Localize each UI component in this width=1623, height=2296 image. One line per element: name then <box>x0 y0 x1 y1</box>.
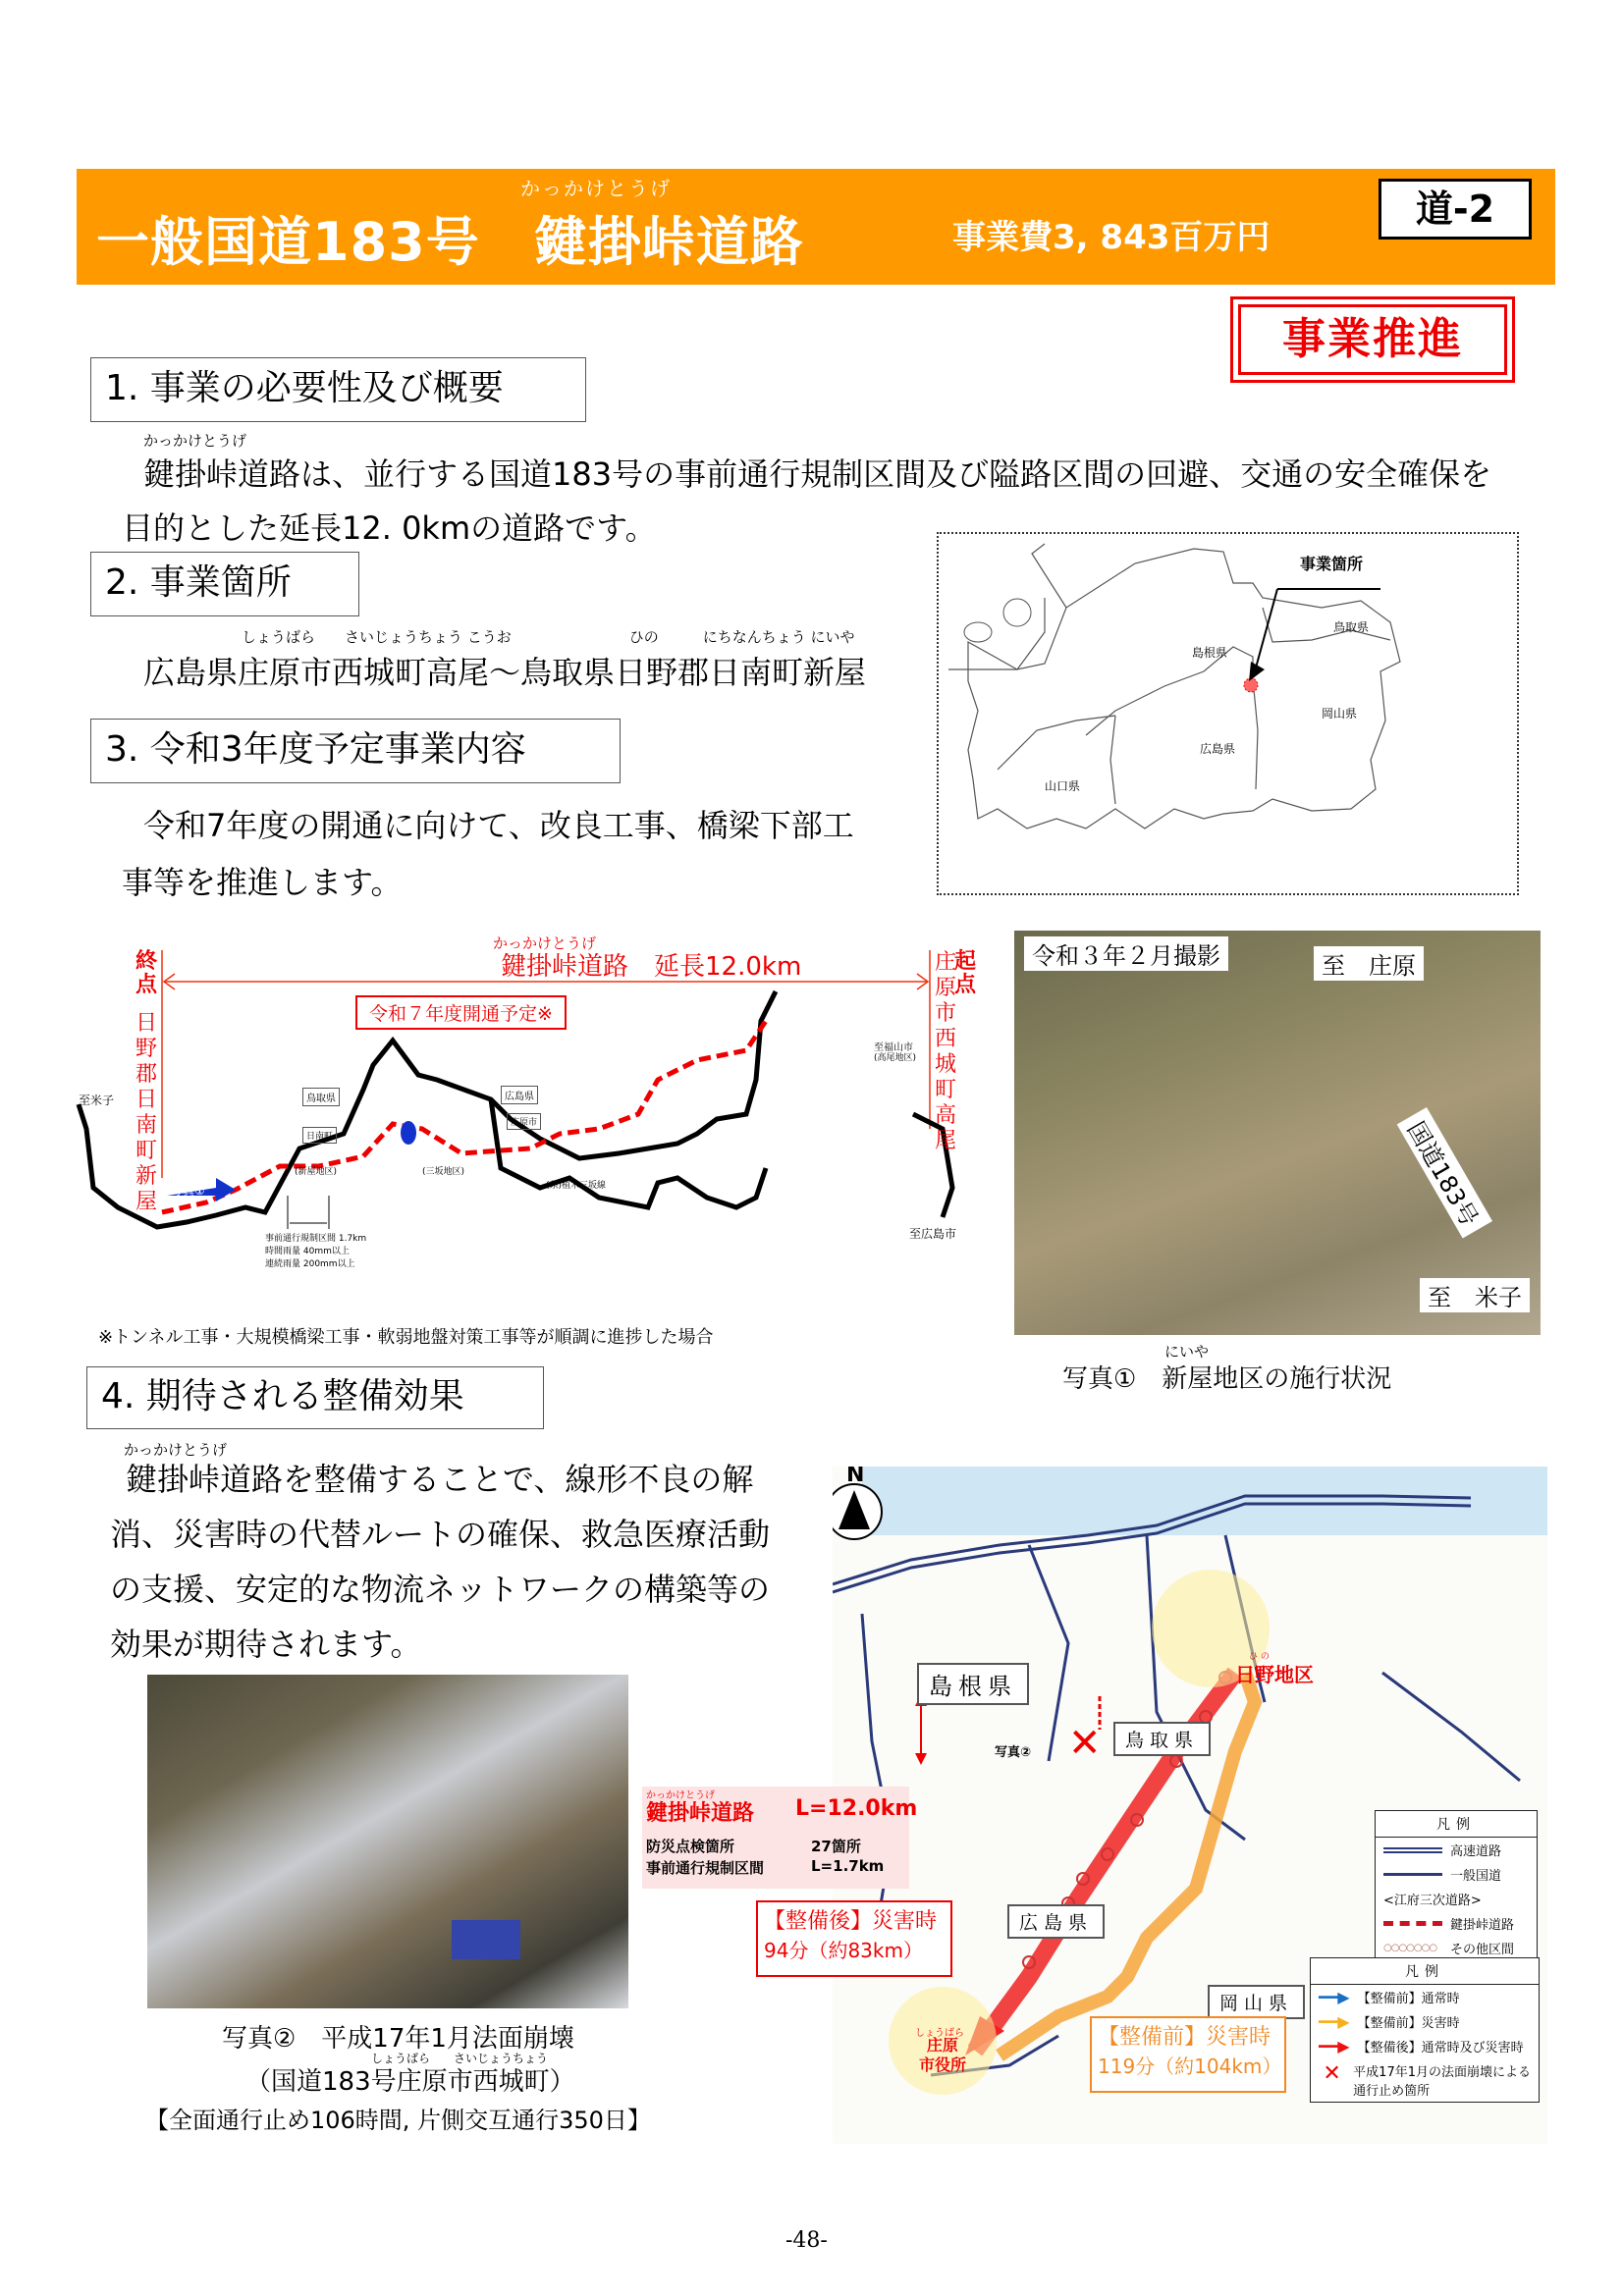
section-1-line-1: 鍵掛峠道路は、並行する国道183号の事前通行規制区間及び隘路区間の回避、交通の安全確保を <box>143 455 1492 493</box>
label-shobara: 庄原市 <box>507 1113 541 1130</box>
restriction-info <box>265 1233 366 1271</box>
start-point-place: 庄原市西城町高尾 <box>935 950 957 1153</box>
route-title: 鍵掛峠道路 延長12.0km <box>501 952 802 982</box>
label-niiya: (新屋地区) <box>295 1167 338 1177</box>
page-title: 一般国道183号 鍵掛峠道路 <box>96 211 804 273</box>
restrict-value: L=1.7km <box>811 1857 885 1875</box>
location-callout: 事業箇所 <box>1300 555 1364 573</box>
cross-icon: ✕ <box>1323 2061 1341 2086</box>
pref-label-okayama: 岡山県 <box>1322 707 1358 721</box>
label-misaka: (三坂地区) <box>422 1167 465 1177</box>
legend-roads <box>1375 1810 1538 1961</box>
hino-district: 日野地区 <box>1235 1663 1314 1686</box>
inspect-value: 27箇所 <box>811 1838 861 1855</box>
label-tottori-pref: 鳥取県 <box>302 1088 340 1106</box>
photo1-route-label: 国道183号 <box>1397 1107 1492 1238</box>
section-1-line-2: 目的とした延長12. 0kmの道路です。 <box>122 509 657 547</box>
status-badge-label: 事業推進 <box>1238 304 1507 375</box>
before-callout <box>1090 2016 1286 2093</box>
pref-label-tottori: 鳥取県 <box>1333 620 1370 634</box>
label-to-hiroshima: 至広島市 <box>909 1227 957 1241</box>
before-title: 【整備前】災害時 <box>1098 2025 1271 2050</box>
label-nichinan: 日南町 <box>302 1127 337 1144</box>
yellow-arrow-icon: ━━▶ <box>1319 2012 1350 2031</box>
pref-tottori: 鳥取県 <box>1113 1722 1211 1756</box>
pref-label-shimane: 島根県 <box>1192 646 1228 660</box>
svg-text:✕: ✕ <box>1068 1721 1102 1766</box>
section-4-line-3: の支援、安定的な物流ネットワークの構築等の <box>110 1571 771 1608</box>
shobara-line-1: 庄原 <box>927 2036 959 2055</box>
excavator-shape <box>452 1920 520 1959</box>
pref-label-hiroshima: 広島県 <box>1200 742 1236 756</box>
opening-schedule: 令和７年度開通予定※ <box>355 995 567 1030</box>
section-4-ruby: かっかけとうげ <box>124 1441 228 1459</box>
label-to-fukuyama: 至福山市 <box>874 1042 913 1053</box>
photo2-caption-3: 【全面通行止め106時間, 片側交互通行350日】 <box>145 2107 651 2134</box>
pref-okayama: 岡山県 <box>1208 1985 1305 2019</box>
hino-ruby: ひ の <box>1249 1652 1270 1662</box>
inspect-label: 防災点検箇所 <box>646 1838 735 1855</box>
photo1-to-yonago: 至 米子 <box>1420 1278 1530 1312</box>
pref-shimane: 島根県 <box>917 1663 1029 1705</box>
red-arrow-icon: ━━▶ <box>1319 2037 1350 2056</box>
photo2-map-label: 写真② <box>995 1745 1032 1760</box>
restriction-line-3: 連続雨量 200mm以上 <box>265 1259 355 1269</box>
restriction-line-1: 事前通行規制区間 1.7km <box>265 1234 367 1244</box>
legend-before-normal: ━━▶ 【整備前】通常時 <box>1319 1988 1460 2006</box>
shobara-line-2: 市役所 <box>919 2056 967 2074</box>
route-title-ruby: かっかけとうげ <box>493 934 597 952</box>
legend-closure: ✕ 平成17年1月の法面崩壊による 通行止め箇所 <box>1311 2058 1539 2102</box>
legend-routes-title: 凡例 <box>1311 1958 1539 1985</box>
location-map <box>937 532 1519 895</box>
section-4-line-4: 効果が期待されます。 <box>110 1626 422 1663</box>
chugoku-region-outline <box>939 534 1517 893</box>
label-to-yonago: 至米子 <box>79 1094 115 1107</box>
section-3-line-2: 事等を推進します。 <box>122 864 403 901</box>
section-3-heading: 3. 令和3年度予定事業内容 <box>90 719 621 783</box>
project-code: 道-2 <box>1379 179 1532 240</box>
end-point-label: 終点 <box>135 949 158 997</box>
photo1-to-shobara: 至 庄原 <box>1314 946 1424 981</box>
photo-1-aerial <box>1014 931 1541 1335</box>
restrict-label: 事前通行規制区間 <box>646 1859 765 1877</box>
photo1-date: 令和３年２月撮影 <box>1024 936 1228 971</box>
route-footnote: ※トンネル工事・大規模橋梁工事・軟弱地盤対策工事等が順調に進捗した場合 <box>98 1327 714 1348</box>
road-info-ruby: かっかけとうげ <box>646 1790 715 1801</box>
end-point-place: 日野郡日南町新屋 <box>135 1011 158 1214</box>
route-map <box>69 933 1011 1276</box>
legend-item-kakkake: 鍵掛峠道路 <box>1376 1911 1537 1936</box>
legend-after: ━━▶ 【整備後】通常時及び災害時 <box>1319 2037 1524 2056</box>
label-hiroshima-pref: 広島県 <box>501 1086 538 1104</box>
after-value: 94分（約83km） <box>764 1939 923 1962</box>
pref-hiroshima: 広島県 <box>1007 1904 1105 1939</box>
after-callout <box>756 1900 952 1977</box>
legend-item-national-road: 一般国道 <box>1376 1862 1537 1887</box>
photo2-caption-ruby: しょうばら さいじょうちょう <box>371 2052 549 2065</box>
legend-before-disaster: ━━▶ 【整備前】災害時 <box>1319 2012 1460 2031</box>
legend-item-expressway: 高速道路 <box>1376 1838 1537 1862</box>
page-number: -48- <box>785 2228 828 2253</box>
label-takao: (高尾地区) <box>874 1053 917 1063</box>
start-point-label: 起点 <box>954 949 977 997</box>
photo1-caption: 写真① 新屋地区の施行状況 <box>1062 1364 1392 1394</box>
section-4-heading: 4. 期待される整備効果 <box>86 1366 544 1429</box>
shobara-ruby: しょうばら <box>915 2028 964 2039</box>
photo2-caption-2: （国道183号庄原市西城町） <box>245 2067 575 2097</box>
label-pref-road: (県)植木三坂線 <box>546 1181 607 1191</box>
project-cost: 事業費3, 843百万円 <box>952 218 1271 257</box>
before-value: 119分（約104km） <box>1098 2055 1282 2078</box>
legend-roads-title: 凡例 <box>1376 1811 1537 1838</box>
legend-item-group: <江府三次道路> <box>1383 1894 1482 1908</box>
after-title: 【整備後】災害時 <box>764 1909 938 1934</box>
shobara-city-hall <box>919 2036 966 2075</box>
section-1-ruby: かっかけとうげ <box>143 432 247 450</box>
status-badge <box>1230 296 1515 383</box>
title-banner <box>77 169 1555 285</box>
section-4-line-2: 消、災害時の代替ルートの確保、救急医療活動 <box>110 1516 771 1553</box>
legend-routes <box>1310 1957 1540 2103</box>
photo1-marker: 写真① <box>171 1184 205 1198</box>
legend-item-other: ○○○○○○○ その他区間 <box>1383 1943 1515 1957</box>
section-3-line-1: 令和7年度の開通に向けて、改良工事、橋梁下部工 <box>143 807 854 844</box>
restriction-line-2: 時間雨量 40mm以上 <box>265 1247 350 1256</box>
photo-2-landslide <box>147 1675 628 2008</box>
section-2-line-1: 広島県庄原市西城町高尾～鳥取県日野郡日南町新屋 <box>143 654 867 691</box>
section-2-ruby: しょうばら さいじょうちょう こうお ひの にちなんちょう にいや <box>242 628 855 646</box>
section-4-line-1: 鍵掛峠道路を整備することで、線形不良の解 <box>126 1461 754 1498</box>
photo2-caption-1: 写真② 平成17年1月法面崩壊 <box>222 2024 574 2054</box>
road-info-box <box>642 1787 918 1889</box>
pref-label-yamaguchi: 山口県 <box>1045 779 1081 793</box>
blue-arrow-icon: ━━▶ <box>1319 1988 1350 2006</box>
road-info-length: L=12.0km <box>795 1796 918 1821</box>
north-indicator: N <box>846 1467 865 1487</box>
route-diagram <box>69 933 1011 1276</box>
section-1-heading: 1. 事業の必要性及び概要 <box>90 357 586 422</box>
section-2-heading: 2. 事業箇所 <box>90 552 359 616</box>
photo1-caption-ruby: にいや <box>1164 1343 1210 1361</box>
title-ruby: かっかけとうげ <box>520 177 672 200</box>
road-info-name: 鍵掛峠道路 <box>646 1801 755 1826</box>
